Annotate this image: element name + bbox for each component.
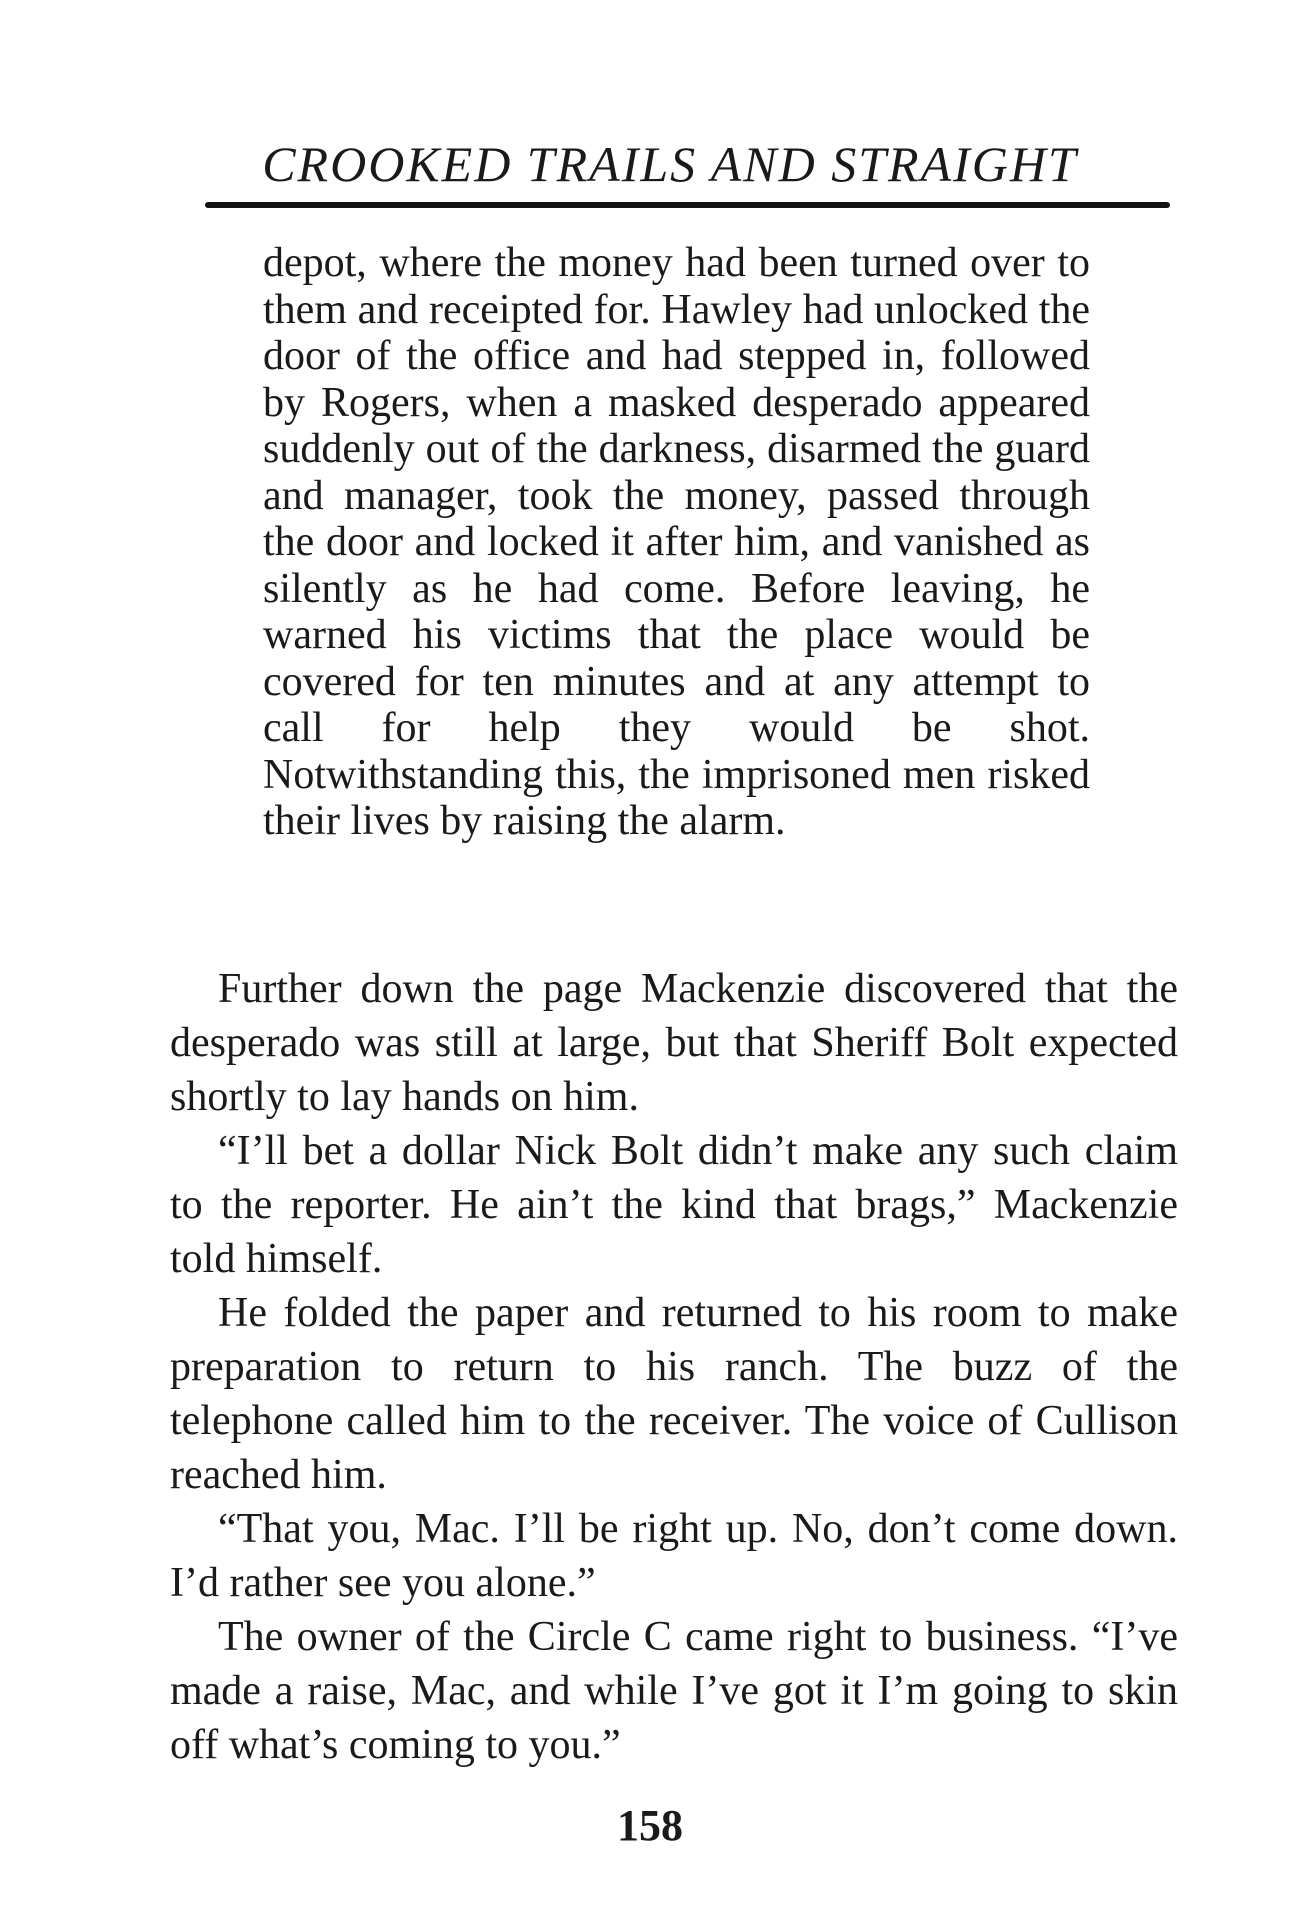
paragraph-1: Further down the page Mackenzie discovered that the desperado was still at large, but that Sheriff Bolt expected shortly to lay hands on him.	[170, 966, 1178, 1120]
paragraph-5: The owner of the Circle C came right to business. “I’ve made a raise, Mac, and while I’ve got it I’m going to skin off what’s coming to you.”	[170, 1614, 1178, 1768]
running-title: CROOKED TRAILS AND STRAIGHT	[262, 136, 1078, 192]
quoted-newspaper-text	[263, 240, 1090, 845]
header-rule	[205, 202, 1170, 208]
paragraph-4: “That you, Mac. I’ll be right up. No, don’t come down. I’d rather see you alone.”	[170, 1506, 1178, 1606]
body-text	[170, 962, 1178, 1772]
paragraph-2: “I’ll bet a dollar Nick Bolt didn’t make any such claim to the reporter. He ain’t the kind that brags,” Mackenzie told himself.	[170, 1128, 1178, 1282]
paragraph-3: He folded the paper and returned to his room to make preparation to return to his ranch. The buzz of the telephone called him to the receiver. The voice of Cullison reached him.	[170, 1290, 1178, 1498]
quoted-paragraph: depot, where the money had been turned over to them and receipted for. Hawley had unlocked the door of the office and had stepped in, followed by Rogers, when a masked desperado appeared suddenly out of the darkness, disarmed the guard and manager, took the money, passed through the door and locked it after him, and vanished as silently as he had come. Before leaving, he warned his victims that the place would be covered for ten minutes and at any attempt to call for help they would be shot. Notwithstanding this, the imprisoned men risked their lives by raising the alarm.	[263, 240, 1090, 844]
page-number: 158	[617, 1801, 683, 1850]
